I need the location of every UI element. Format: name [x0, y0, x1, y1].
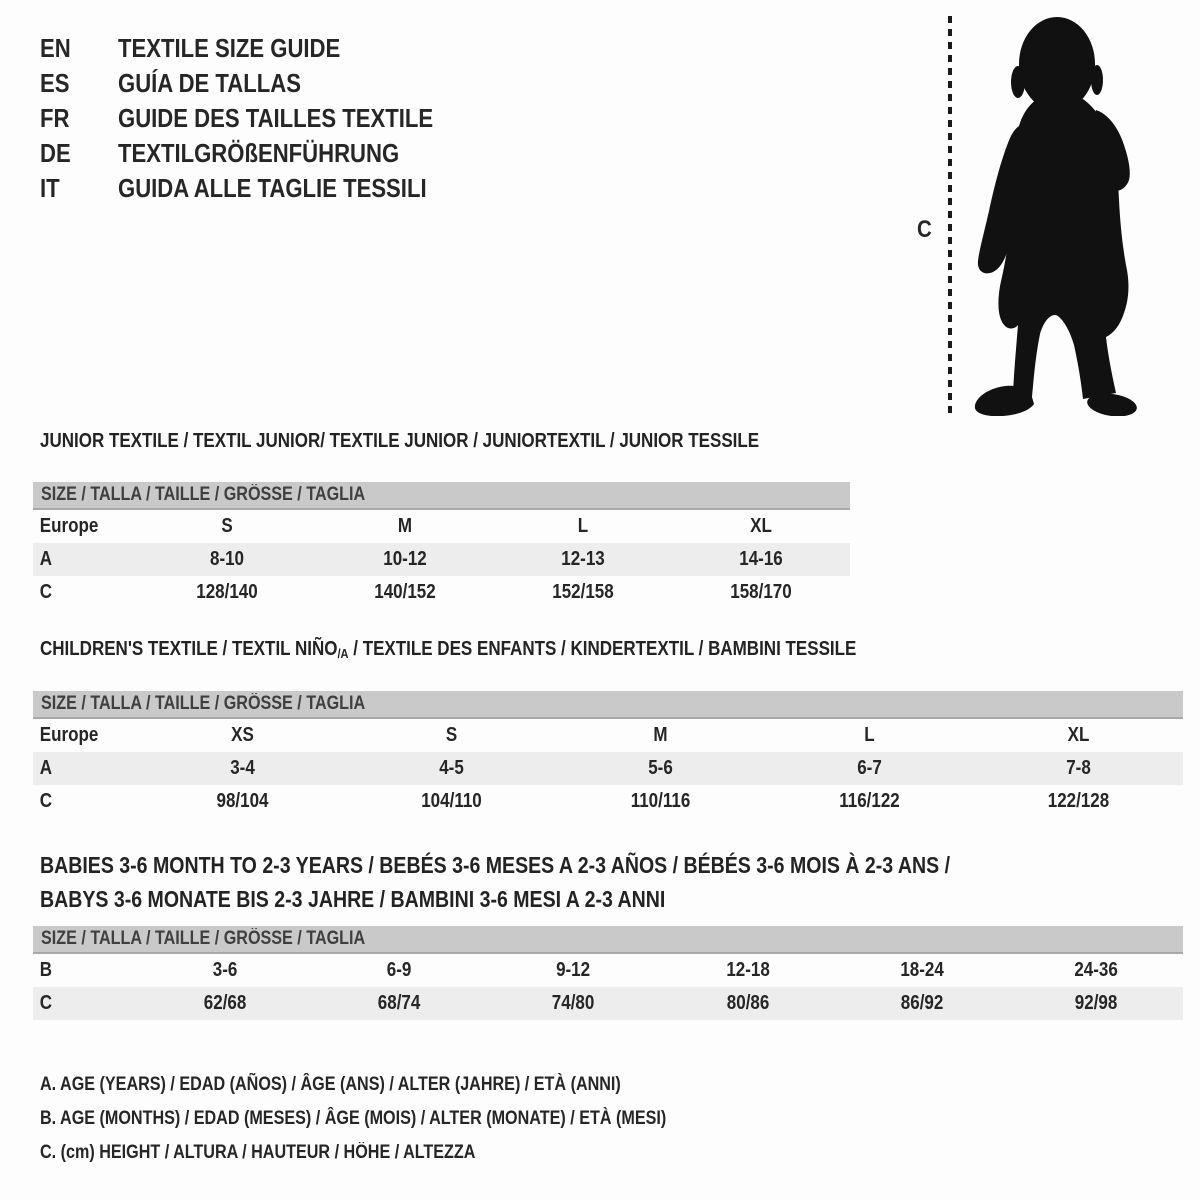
size-table-header: SIZE / TALLA / TAILLE / GRÖSSE / TAGLIA	[33, 482, 850, 510]
table-row-europe	[33, 719, 1183, 752]
row-label: C	[39, 992, 53, 1014]
age-cell: 12-18	[725, 959, 770, 981]
language-label: TEXTILGRÖßENFÜHRUNG	[118, 138, 400, 168]
babies-title-line2: BABYS 3-6 MONATE BIS 2-3 JAHRE / BAMBINI 3-6 MESI A 2-3 ANNI	[40, 886, 666, 912]
table-row-height-cm	[33, 987, 1183, 1020]
language-code: EN	[40, 33, 71, 63]
height-cell: 62/68	[203, 992, 247, 1014]
height-cell: 98/104	[216, 790, 269, 812]
legend-line-a: A. AGE (YEARS) / EDAD (AÑOS) / ÂGE (ANS) / ALTER (JAHRE) / ETÀ (ANNI)	[40, 1074, 621, 1095]
height-measure-label: C	[917, 216, 932, 243]
height-cell: 158/170	[730, 581, 792, 603]
children-section-title: CHILDREN'S TEXTILE / TEXTIL $NIÑO_{/A}$ / TEXTILE DES ENFANTS / KINDERTEXTIL / BAMBINI TESSILE	[40, 638, 857, 661]
row-label: Europe	[39, 724, 99, 746]
language-code: IT	[40, 173, 60, 203]
row-label: B	[39, 959, 53, 981]
height-cell: 116/122	[839, 790, 900, 812]
height-cell: 122/128	[1047, 790, 1110, 812]
size-cell: S	[221, 515, 233, 537]
age-cell: 10-12	[383, 548, 427, 570]
language-code: FR	[40, 103, 70, 133]
height-cell: 80/86	[726, 992, 769, 1014]
age-cell: 6-9	[386, 959, 412, 981]
age-cell: 3-6	[212, 959, 238, 981]
height-cell: 92/98	[1074, 992, 1118, 1014]
language-title-list	[40, 31, 489, 206]
babies-section-title	[40, 848, 1111, 916]
size-cell: XL	[1067, 724, 1090, 746]
size-cell: XS	[231, 724, 254, 746]
table-row-height-cm	[33, 576, 850, 609]
language-code: ES	[40, 68, 70, 98]
height-cell: 152/158	[552, 581, 614, 603]
age-cell: 4-5	[439, 757, 464, 779]
table-row-height-cm	[33, 785, 1183, 818]
size-cell: L	[577, 515, 589, 537]
legend-line-b: B. AGE (MONTHS) / EDAD (MESES) / ÂGE (MOIS) / ALTER (MONATE) / ETÀ (MESI)	[40, 1108, 667, 1129]
row-label: Europe	[39, 515, 99, 537]
row-label: A	[39, 548, 53, 570]
age-cell: 18-24	[899, 959, 944, 981]
size-cell: S	[445, 724, 458, 746]
language-code: DE	[40, 138, 71, 168]
height-cell: 110/116	[630, 790, 691, 812]
babies-size-table	[33, 926, 1183, 1020]
babies-title-line1: BABIES 3-6 MONTH TO 2-3 YEARS / BEBÉS 3-6 MESES A 2-3 AÑOS / BÉBÉS 3-6 MOIS À 2-3 ANS /	[40, 852, 951, 878]
language-row-es	[40, 66, 489, 101]
language-label: GUIDE DES TAILLES TEXTILE	[118, 103, 434, 133]
age-cell: 3-4	[230, 757, 255, 779]
size-cell: M	[653, 724, 668, 746]
height-cell: 86/92	[900, 992, 944, 1014]
nino-a-subscript: /A	[337, 646, 349, 661]
row-label: C	[39, 790, 53, 812]
table-row-age-years	[33, 543, 850, 576]
age-cell: 24-36	[1074, 959, 1118, 981]
toddler-silhouette-icon	[966, 14, 1138, 416]
height-cell: 140/152	[374, 581, 436, 603]
language-row-en	[40, 31, 489, 66]
height-measure-dashed-line	[948, 16, 952, 416]
row-label: A	[39, 757, 53, 779]
age-cell: 12-13	[561, 548, 605, 570]
measurement-legend	[40, 1068, 777, 1170]
height-cell: 104/110	[421, 790, 482, 812]
language-row-fr	[40, 101, 489, 136]
language-row-de	[40, 136, 489, 171]
size-table-header: SIZE / TALLA / TAILLE / GRÖSSE / TAGLIA	[33, 691, 1183, 719]
age-cell: 5-6	[648, 757, 673, 779]
age-cell: 9-12	[556, 959, 591, 981]
height-cell: 68/74	[377, 992, 421, 1014]
junior-size-table	[33, 482, 850, 609]
table-row-age-years	[33, 752, 1183, 785]
language-label: TEXTILE SIZE GUIDE	[118, 33, 341, 63]
language-row-it	[40, 171, 489, 206]
size-cell: M	[397, 515, 413, 537]
language-label: GUIDA ALLE TAGLIE TESSILI	[118, 173, 427, 203]
age-cell: 7-8	[1066, 757, 1091, 779]
height-cell: 74/80	[552, 992, 595, 1014]
legend-line-c: C. (cm) HEIGHT / ALTURA / HAUTEUR / HÖHE / ALTEZZA	[40, 1142, 476, 1163]
height-cell: 128/140	[196, 581, 258, 603]
junior-section-title: JUNIOR TEXTILE / TEXTIL JUNIOR/ TEXTILE JUNIOR / JUNIORTEXTIL / JUNIOR TESSILE	[40, 430, 760, 452]
table-row-europe	[33, 510, 850, 543]
size-cell: L	[864, 724, 875, 746]
age-cell: 8-10	[209, 548, 245, 570]
age-cell: 14-16	[739, 548, 783, 570]
size-table-header: SIZE / TALLA / TAILLE / GRÖSSE / TAGLIA	[33, 926, 1183, 954]
children-size-table	[33, 691, 1183, 818]
age-cell: 6-7	[857, 757, 882, 779]
row-label: C	[39, 581, 53, 603]
table-row-age-months	[33, 954, 1183, 987]
language-label: GUÍA DE TALLAS	[118, 68, 301, 98]
size-cell: XL	[750, 515, 772, 537]
